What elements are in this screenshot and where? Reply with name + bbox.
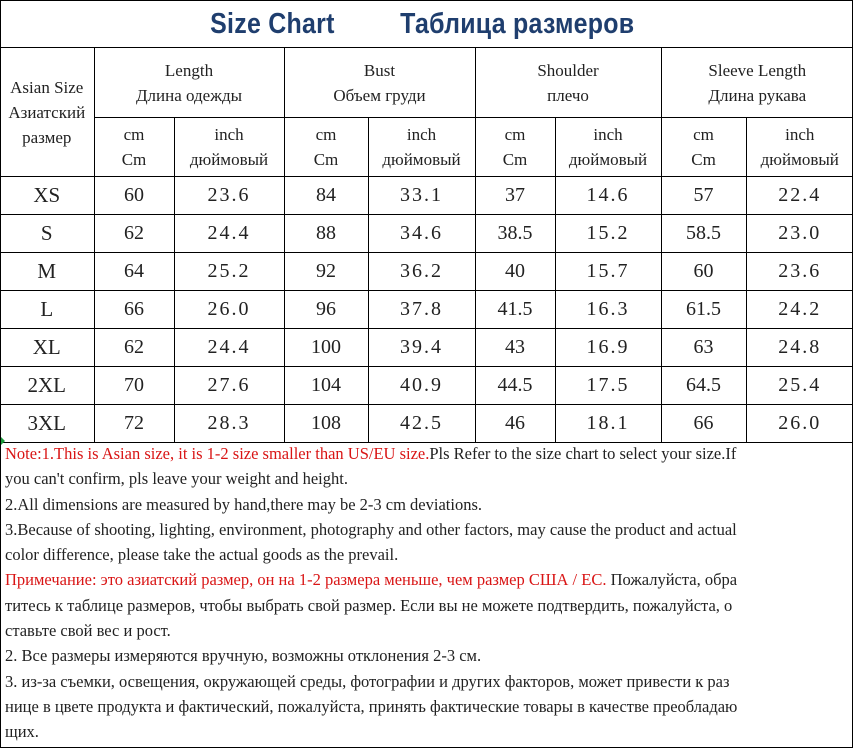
length-inch: 24.4 [174, 329, 284, 367]
sleeve-inch: 26.0 [746, 405, 853, 443]
sleeve-cm: 63 [661, 329, 746, 367]
size-label: 2XL [0, 367, 94, 405]
length-inch: 27.6 [174, 367, 284, 405]
bust-inch: 34.6 [368, 215, 475, 253]
unit-inch: inch дюймовый [555, 118, 661, 177]
shoulder-inch: 16.3 [555, 291, 661, 329]
sleeve-cm: 58.5 [661, 215, 746, 253]
length-cm: 60 [94, 177, 174, 215]
note-ru-3: 3. из-за съемки, освещения, окружающей среды, фотографии и других факторов, может привести к раз [5, 671, 730, 691]
table-row [0, 405, 853, 443]
length-inch: 23.6 [174, 177, 284, 215]
sleeve-inch: 24.2 [746, 291, 853, 329]
size-label: S [0, 215, 94, 253]
unit-inch: inch дюймовый [174, 118, 284, 177]
shoulder-inch: 17.5 [555, 367, 661, 405]
table-row [0, 253, 853, 291]
length-inch: 25.2 [174, 253, 284, 291]
length-inch: 24.4 [174, 215, 284, 253]
length-cm: 66 [94, 291, 174, 329]
bust-inch: 37.8 [368, 291, 475, 329]
shoulder-cm: 40 [475, 253, 555, 291]
bust-inch: 36.2 [368, 253, 475, 291]
shoulder-inch: 14.6 [555, 177, 661, 215]
length-cm: 64 [94, 253, 174, 291]
note-en-1: Note:1.This is Asian size, it is 1-2 size smaller than US/EU size.Pls Refer to the size chart to select your size.If [5, 444, 737, 463]
bust-cm: 100 [284, 329, 368, 367]
note-en-2: 2.All dimensions are measured by hand,there may be 2-3 cm deviations. [5, 494, 482, 514]
shoulder-inch: 15.7 [555, 253, 661, 291]
sleeve-cm: 66 [661, 405, 746, 443]
shoulder-cm: 41.5 [475, 291, 555, 329]
bust-cm: 92 [284, 253, 368, 291]
note-ru-3-cont: нице в цвете продукта и фактический, пожалуйста, принять фактические товары в качестве преобладаю [5, 696, 738, 716]
shoulder-cm: 43 [475, 329, 555, 367]
sleeve-inch: 23.6 [746, 253, 853, 291]
bust-cm: 108 [284, 405, 368, 443]
length-cm: 62 [94, 215, 174, 253]
bust-inch: 33.1 [368, 177, 475, 215]
length-cm: 62 [94, 329, 174, 367]
title-ru: Таблица размеров [399, 8, 635, 40]
unit-cm: cm Cm [661, 118, 746, 177]
length-inch: 26.0 [174, 291, 284, 329]
title-en: Size Chart [209, 8, 335, 40]
note-ru-1-cont: титесь к таблице размеров, чтобы выбрать свой размер. Если вы не можете подтвердить, пожалуйста, о [5, 595, 733, 615]
size-label: L [0, 291, 94, 329]
shoulder-inch: 15.2 [555, 215, 661, 253]
bust-cm: 104 [284, 367, 368, 405]
shoulder-cm: 44.5 [475, 367, 555, 405]
unit-inch: inch дюймовый [368, 118, 475, 177]
size-label: M [0, 253, 94, 291]
unit-cm: cm Cm [475, 118, 555, 177]
sleeve-inch: 24.8 [746, 329, 853, 367]
note-en-3-cont: color difference, please take the actual goods as the prevail. [5, 545, 399, 565]
note-ru-1-cont2: ставьте свой вес и рост. [5, 621, 171, 641]
note-ru-3-cont2: щих. [5, 722, 39, 742]
unit-cm: cm Cm [284, 118, 368, 177]
table-row [0, 329, 853, 367]
shoulder-inch: 16.9 [555, 329, 661, 367]
sleeve-cm: 61.5 [661, 291, 746, 329]
unit-inch: inch дюймовый [746, 118, 853, 177]
header-length: Length Длина одежды [94, 48, 284, 118]
shoulder-inch: 18.1 [555, 405, 661, 443]
table-row [0, 177, 853, 215]
table-row [0, 291, 853, 329]
header-asian-size: Asian Size Азиатский размер [0, 48, 94, 177]
header-sleeve-length: Sleeve Length Длина рукава [661, 48, 853, 118]
bust-inch: 40.9 [368, 367, 475, 405]
size-table [0, 48, 853, 443]
header-row-groups [0, 48, 853, 118]
shoulder-cm: 37 [475, 177, 555, 215]
length-inch: 28.3 [174, 405, 284, 443]
size-label: XS [0, 177, 94, 215]
note-en-3: 3.Because of shooting, lighting, environment, photography and other factors, may cause the product and actual [5, 519, 737, 539]
sleeve-inch: 23.0 [746, 215, 853, 253]
sleeve-cm: 57 [661, 177, 746, 215]
sleeve-cm: 60 [661, 253, 746, 291]
note-ru-1: Примечание: это азиатский размер, он на 1-2 размера меньше, чем размер США / ЕС. Пожалуйста, обра [5, 570, 738, 590]
bust-cm: 84 [284, 177, 368, 215]
note-ru-2: 2. Все размеры измеряются вручную, возможны отклонения 2-3 см. [5, 646, 482, 666]
table-row [0, 215, 853, 253]
header-bust: Bust Объем груди [284, 48, 475, 118]
page-title [0, 0, 853, 48]
unit-cm: cm Cm [94, 118, 174, 177]
sleeve-cm: 64.5 [661, 367, 746, 405]
notes-block [5, 441, 851, 745]
bust-cm: 88 [284, 215, 368, 253]
size-label: 3XL [0, 405, 94, 443]
shoulder-cm: 46 [475, 405, 555, 443]
header-shoulder: Shoulder плечо [475, 48, 661, 118]
sleeve-inch: 25.4 [746, 367, 853, 405]
table-row [0, 367, 853, 405]
bust-cm: 96 [284, 291, 368, 329]
shoulder-cm: 38.5 [475, 215, 555, 253]
length-cm: 72 [94, 405, 174, 443]
note-en-1-cont: you can't confirm, pls leave your weight and height. [5, 469, 348, 489]
header-row-units [0, 118, 853, 177]
length-cm: 70 [94, 367, 174, 405]
bust-inch: 42.5 [368, 405, 475, 443]
size-label: XL [0, 329, 94, 367]
sleeve-inch: 22.4 [746, 177, 853, 215]
bust-inch: 39.4 [368, 329, 475, 367]
